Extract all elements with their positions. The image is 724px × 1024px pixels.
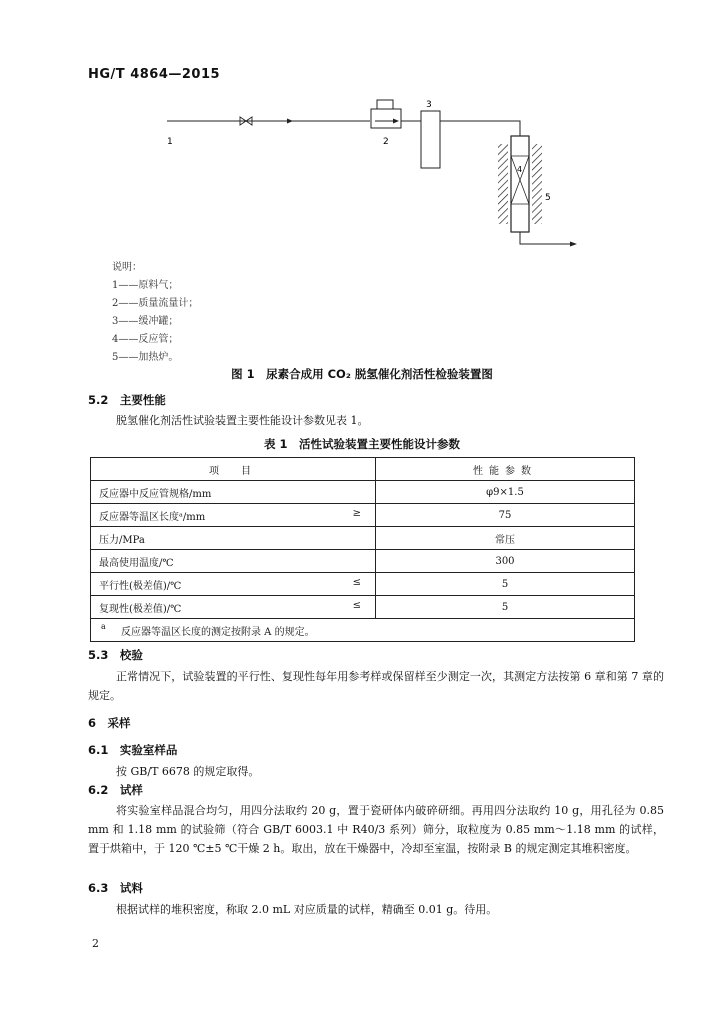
section-heading-6: 6 采样 xyxy=(88,716,131,730)
outlet-pipe xyxy=(520,232,570,244)
page-number: 2 xyxy=(92,937,99,950)
label-flow-controller: 2 xyxy=(383,137,389,147)
section-text-6-1: 按 GB/T 6678 的规定取得。 xyxy=(116,765,260,778)
table-cell-item: 平行性(极差值)/℃ ≤ xyxy=(91,573,376,596)
table-caption: 表 1 活性试验装置主要性能设计参数 xyxy=(263,437,460,451)
section-text-6-2: 将实验室样品混合均匀，用四分法取约 20 g，置于瓷研体内破碎研细。再用四分法取约 10 g，用孔径为 0.85 mm 和 1.18 mm 的试验筛（符合 GB/T 6003.1 中 R40/3 系列）筛分，取粒度为 0.85 mm～1.18 mm 的试样，置于烘箱中，于 120 ℃±5 ℃干燥 2 h。取出，放在干燥器中，冷却至室温，按附录 B 的规定测定其堆积密度。 xyxy=(88,804,664,855)
section-text-5-3: 正常情况下，试验装置的平行性、复现性每年用参考样或保留样至少测定一次，其测定方法按第 6 章和第 7 章的规定。 xyxy=(88,670,664,702)
label-reactor-tube: 4 xyxy=(517,165,523,174)
table-cell-item: 复现性(极差值)/℃ ≤ xyxy=(91,596,376,619)
reactor-tube xyxy=(511,136,529,232)
section-text-6-3: 根据试样的堆积密度，称取 2.0 mL 对应质量的试样，精确至 0.01 g。待用。 xyxy=(116,903,498,916)
table-cell-value: 常压 xyxy=(376,527,635,550)
table-row xyxy=(91,527,635,550)
parameters-table xyxy=(90,457,635,642)
comparison-symbol: ≥ xyxy=(352,508,361,519)
mass-flow-controller xyxy=(371,100,401,128)
legend-item: 5——加热炉。 xyxy=(112,352,179,363)
legend-item: 1——原料气； xyxy=(112,280,179,291)
section-heading-5-2: 5.2 主要性能 xyxy=(88,393,166,407)
table-cell-item: 反应器等温区长度ᵃ/mm ≥ xyxy=(91,504,376,527)
figure-caption: 图 1 尿素合成用 CO₂ 脱氢催化剂活性检验装置图 xyxy=(231,367,493,381)
table-cell-value: 75 xyxy=(376,504,635,527)
legend-item: 2——质量流量计； xyxy=(112,298,199,309)
label-buffer-tank: 3 xyxy=(426,100,432,110)
test-apparatus-diagram xyxy=(150,92,590,254)
section-heading-5-3: 5.3 校验 xyxy=(88,648,143,662)
table-cell-value: 5 xyxy=(376,596,635,619)
table-footnote-row xyxy=(91,619,635,642)
label-heating-furnace: 5 xyxy=(545,193,551,203)
table-cell-value: 5 xyxy=(376,573,635,596)
section-heading-6-1: 6.1 实验室样品 xyxy=(88,743,178,757)
table-cell-item: 最高使用温度/℃ xyxy=(91,550,376,573)
pipe-to-reactor xyxy=(440,121,520,136)
table-header-value: 性能参数 xyxy=(376,458,635,481)
section-heading-6-3: 6.3 试料 xyxy=(88,881,143,895)
flow-arrow-1 xyxy=(287,119,293,124)
table-row xyxy=(91,573,635,596)
standard-code-header: HG/T 4864—2015 xyxy=(88,67,221,82)
label-feed-gas: 1 xyxy=(167,137,173,147)
section-heading-6-2: 6.2 试样 xyxy=(88,783,143,797)
table-cell-item: 压力/MPa xyxy=(91,527,376,550)
legend-item: 4——反应管； xyxy=(112,334,179,345)
comparison-symbol: ≤ xyxy=(352,600,361,611)
buffer-tank xyxy=(421,111,440,168)
legend-item: 3——缓冲罐； xyxy=(112,316,179,327)
outlet-arrow xyxy=(570,242,577,247)
legend-title: 说明： xyxy=(112,262,142,273)
comparison-symbol: ≤ xyxy=(352,577,361,588)
table-header-item: 项 目 xyxy=(91,458,376,481)
table-footnote: a 反应器等温区长度的测定按附录 A 的规定。 xyxy=(91,619,635,642)
table-row xyxy=(91,550,635,573)
table-row xyxy=(91,504,635,527)
table-row xyxy=(91,596,635,619)
table-row xyxy=(91,481,635,504)
table-cell-item: 反应器中反应管规格/mm xyxy=(91,481,376,504)
table-cell-value: 300 xyxy=(376,550,635,573)
section-text-5-2: 脱氢催化剂活性试验装置主要性能设计参数见表 1。 xyxy=(116,414,369,427)
table-cell-value: φ9×1.5 xyxy=(376,481,635,504)
table-header-row xyxy=(91,458,635,481)
footnote-mark: a xyxy=(101,622,106,631)
